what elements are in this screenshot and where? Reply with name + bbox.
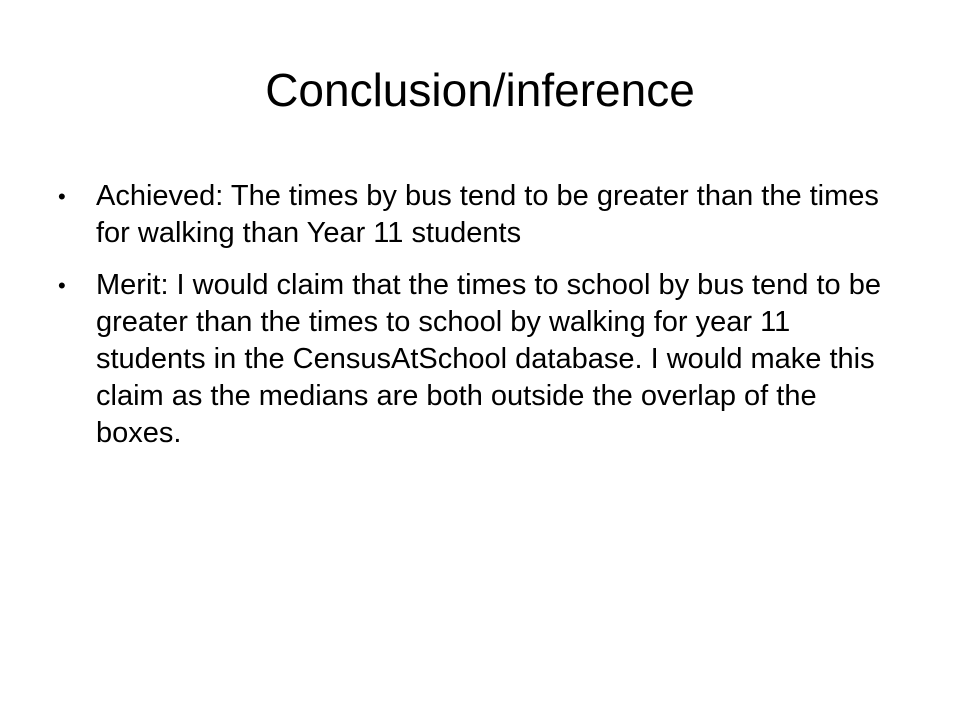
bullet-item-achieved (58, 178, 898, 252)
bullet-text: Merit: I would claim that the times to school by bus tend to be greater than the times to school by walking for year 11 students in the CensusAtSchool database. I would make this claim as the medians are both outside the overlap of the boxes. (96, 269, 881, 449)
bullet-item-merit (58, 267, 898, 452)
slide-title: Conclusion/inference (265, 64, 695, 116)
bullet-icon: • (58, 273, 66, 298)
bullet-icon: • (58, 184, 66, 209)
bullet-text: Achieved: The times by bus tend to be greater than the times for walking than Year 11 students (96, 180, 879, 249)
bullet-list (58, 178, 898, 467)
